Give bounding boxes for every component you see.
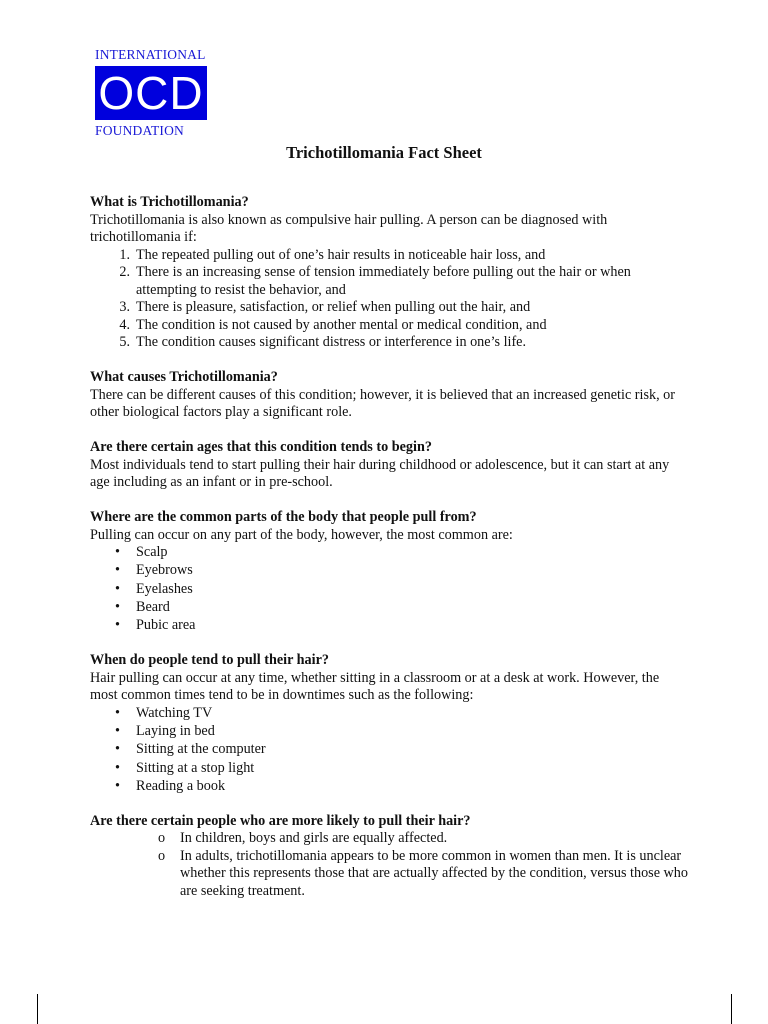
list-item: 5. The condition causes significant distress or interference in one’s life. — [119, 334, 527, 350]
section-heading: Are there certain ages that this condition tends to begin? — [90, 439, 432, 455]
list-item: o In adults, trichotillomania appears to be more common in women than men. It is unclear whether this represents those that are actually affected by the condition, versus those who are seeking treatment. — [158, 847, 688, 899]
list-item: 1. The repeated pulling out of one’s hair results in noticeable hair loss, and — [119, 246, 546, 263]
section-text: Hair pulling can occur at any time, whether sitting in a classroom or at a desk at work. However, the most common times tend to be in downtimes such as the following: — [90, 669, 660, 704]
list-item: • Sitting at the computer — [115, 741, 266, 758]
list-item: 3. There is pleasure, satisfaction, or relief when pulling out the hair, and — [119, 299, 531, 315]
section-ages — [90, 439, 690, 492]
section-heading: Where are the common parts of the body that people pull from? — [90, 509, 477, 525]
section-who — [90, 813, 690, 901]
list-item: • Laying in bed — [115, 722, 215, 739]
section-text: Trichotillomania is also known as compulsive hair pulling. A person can be diagnosed with trichotillomania if: — [90, 211, 608, 245]
logo-line-foundation: FOUNDATION — [95, 123, 184, 138]
list-item: • Eyebrows — [115, 562, 193, 579]
section-text: Pulling can occur on any part of the body, however, the most common are: — [90, 526, 513, 543]
ocd-foundation-logo — [95, 48, 207, 138]
list-item: 2. There is an increasing sense of tension immediately before pulling out the hair or when attempting to resist the behavior, and — [119, 264, 631, 298]
document-body — [90, 194, 690, 918]
criteria-list — [90, 247, 690, 352]
document-title: Trichotillomania Fact Sheet — [286, 143, 482, 162]
section-heading: When do people tend to pull their hair? — [90, 652, 329, 669]
logo-line-international: INTERNATIONAL — [95, 47, 206, 62]
section-what-is — [90, 194, 690, 352]
list-item: • Sitting at a stop light — [115, 759, 255, 776]
list-item: o In children, boys and girls are equally affected. — [158, 830, 448, 847]
section-body-parts — [90, 509, 690, 635]
page-edge-right — [731, 994, 732, 1024]
section-text: Most individuals tend to start pulling their hair during childhood or adolescence, but it can start at any age including as an infant or in pre-school. — [90, 456, 670, 490]
list-item: • Scalp — [115, 544, 168, 560]
list-item: • Eyelashes — [115, 580, 193, 597]
section-heading: What causes Trichotillomania? — [90, 369, 278, 385]
people-list — [90, 830, 690, 900]
list-item: • Beard — [115, 598, 170, 615]
list-item: • Reading a book — [115, 777, 226, 794]
page-edge-left — [37, 994, 38, 1024]
list-item: • Pubic area — [115, 617, 196, 634]
section-heading: What is Trichotillomania? — [90, 194, 249, 210]
list-item: 4. The condition is not caused by another mental or medical condition, and — [119, 316, 547, 333]
section-causes — [90, 369, 690, 422]
logo-box-ocd: OCD — [95, 66, 207, 120]
section-when — [90, 652, 690, 795]
section-text: There can be different causes of this condition; however, it is believed that an increased genetic risk, or other biological factors play a significant role. — [90, 386, 675, 420]
body-parts-list — [90, 544, 690, 635]
list-item: • Watching TV — [115, 704, 213, 721]
section-heading: Are there certain people who are more likely to pull their hair? — [90, 812, 471, 829]
times-list — [90, 705, 690, 796]
